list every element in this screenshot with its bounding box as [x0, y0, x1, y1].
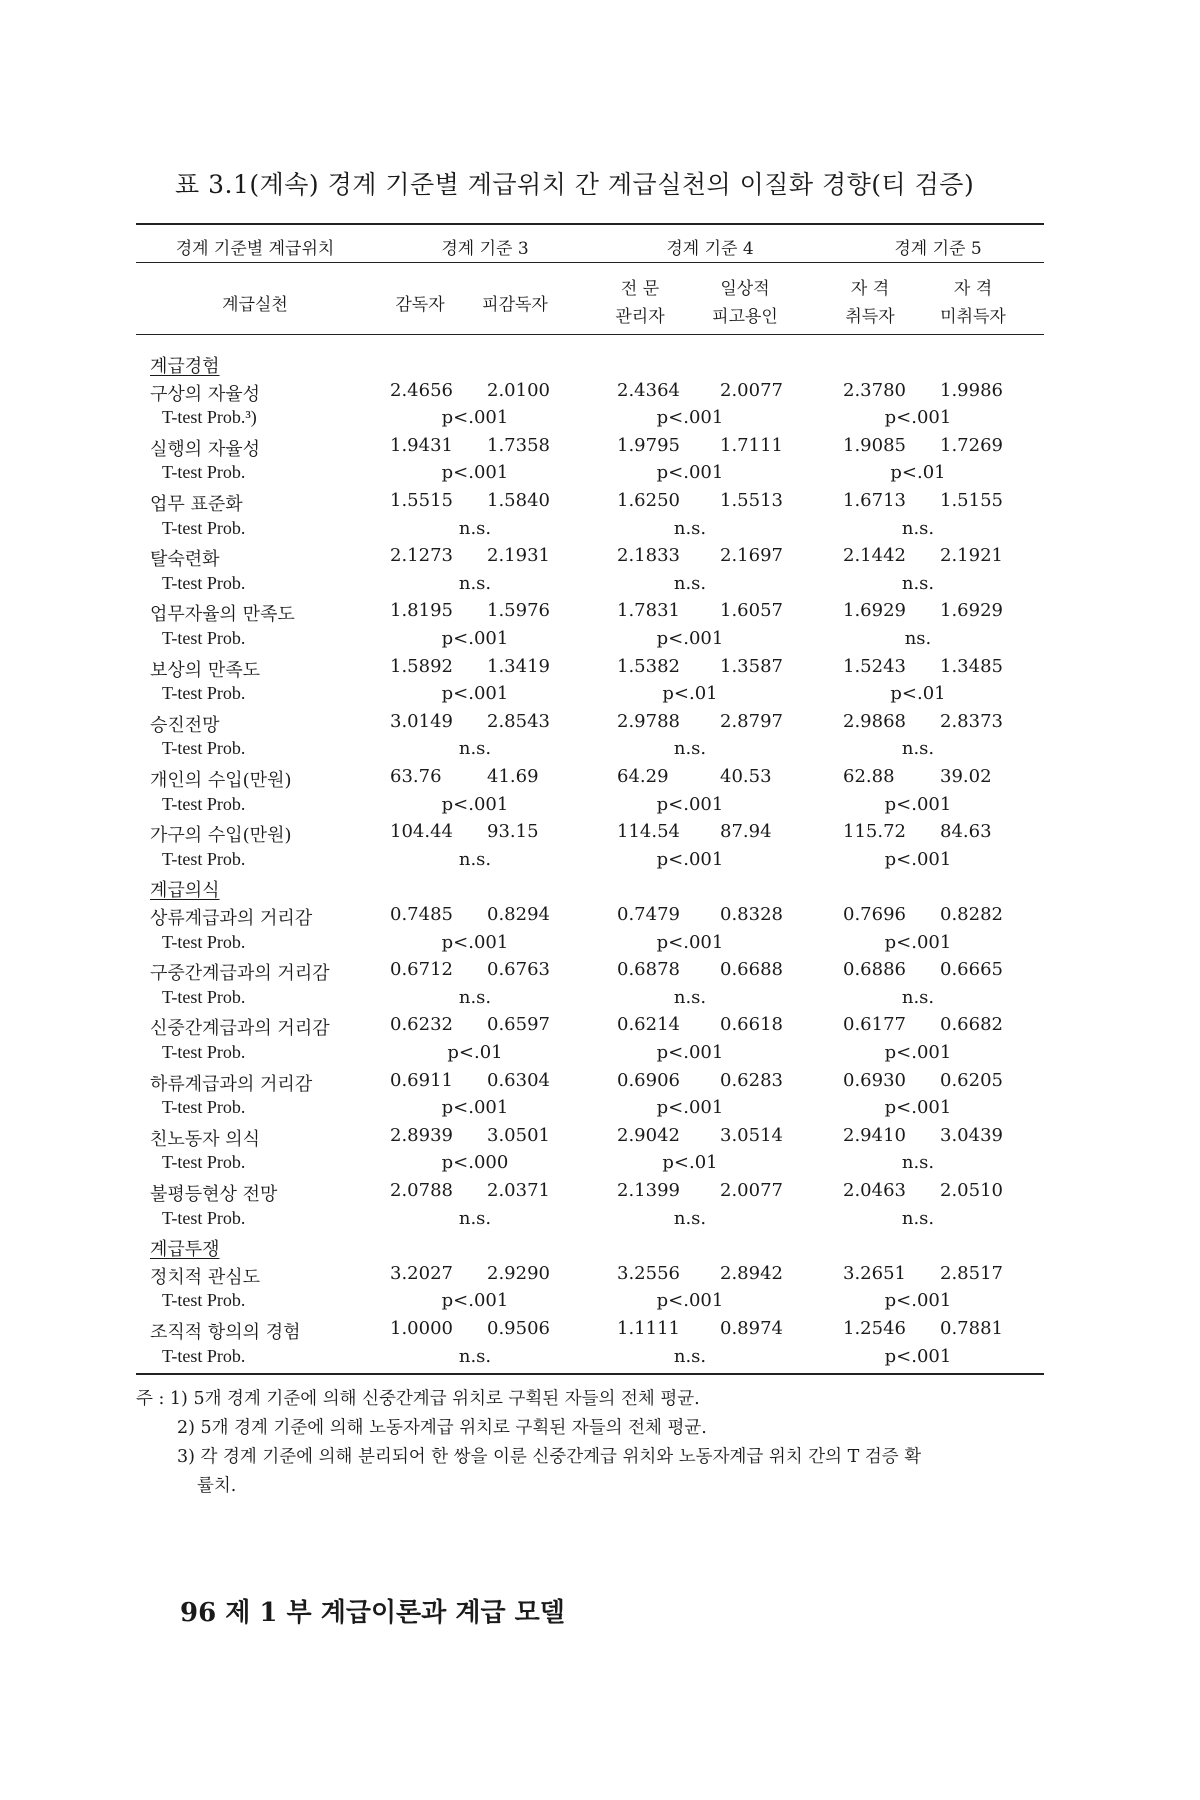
mean-value-cell: 2.0371 — [487, 1180, 550, 1201]
mean-value-cell: 2.1442 — [843, 545, 906, 567]
mean-value-cell: 2.8543 — [487, 710, 550, 732]
section-heading — [0, 352, 1200, 379]
mean-value-cell: 93.15 — [487, 821, 539, 843]
p-value-cell: n.s. — [458, 848, 492, 870]
mean-value-cell: 0.8294 — [487, 904, 550, 925]
row-label: T-test Prob. — [162, 1152, 246, 1173]
header-uncertified-bottom: 미취득자 — [940, 307, 1006, 327]
mean-value-cell: 0.6283 — [720, 1069, 783, 1091]
table-bottom-rule — [136, 1373, 1044, 1375]
ttest-row — [0, 462, 1200, 489]
mean-value-cell: 0.6232 — [390, 1014, 453, 1036]
ttest-row — [0, 628, 1200, 655]
mean-value-cell: 0.6214 — [617, 1014, 680, 1036]
mean-value-cell: 64.29 — [617, 766, 669, 787]
table-row — [0, 380, 1200, 407]
p-value-cell: p<.01 — [447, 1042, 503, 1063]
mean-value-cell: 3.0439 — [940, 1124, 1003, 1146]
ttest-row — [0, 1152, 1200, 1179]
row-label: 신중간계급과의 거리감 — [150, 1018, 330, 1040]
table-row — [0, 656, 1200, 683]
p-value-cell: p<.001 — [656, 1097, 724, 1119]
row-label: T-test Prob. — [162, 986, 246, 1007]
header-supervisor: 감독자 — [395, 295, 445, 315]
mean-value-cell: 1.7358 — [487, 434, 550, 456]
mean-value-cell: 2.1273 — [390, 545, 453, 567]
mean-value-cell: 0.7485 — [390, 904, 453, 925]
mean-value-cell: 1.3419 — [487, 655, 550, 677]
mean-value-cell: 2.0463 — [843, 1180, 906, 1201]
mean-value-cell: 2.3780 — [843, 379, 906, 401]
row-label: 상류계급과의 거리감 — [150, 908, 313, 929]
row-label: 구중간계급과의 거리감 — [150, 963, 330, 985]
mean-value-cell: 0.7881 — [940, 1318, 1003, 1339]
p-value-cell: n.s. — [901, 572, 935, 594]
mean-value-cell: 2.9410 — [843, 1124, 906, 1146]
header-bottom-rule — [136, 334, 1044, 335]
p-value-cell: p<.01 — [890, 683, 946, 705]
ttest-row — [0, 1290, 1200, 1317]
mean-value-cell: 1.5513 — [720, 490, 783, 511]
ttest-row — [0, 1346, 1200, 1373]
mean-value-cell: 1.7831 — [617, 600, 680, 622]
mean-value-cell: 1.1111 — [617, 1318, 680, 1339]
mean-value-cell: 2.8797 — [720, 710, 783, 732]
ttest-row — [0, 1208, 1200, 1235]
ttest-row — [0, 683, 1200, 710]
mean-value-cell: 1.5892 — [390, 655, 453, 677]
page-footer: 96 제 1 부 계급이론과 계급 모델 — [180, 1598, 565, 1628]
row-label: 업무자율의 만족도 — [150, 604, 295, 626]
p-value-cell: p<.001 — [656, 1290, 724, 1312]
mean-value-cell: 1.9795 — [617, 434, 680, 456]
mean-value-cell: 2.9042 — [617, 1124, 680, 1146]
p-value-cell: n.s. — [901, 1207, 935, 1229]
mean-value-cell: 0.6886 — [843, 959, 906, 981]
header-boundary-position: 경계 기준별 계급위치 — [175, 239, 335, 259]
mean-value-cell: 2.0510 — [940, 1180, 1003, 1201]
mean-value-cell: 1.5243 — [843, 655, 906, 677]
p-value-cell: n.s. — [673, 572, 707, 594]
mean-value-cell: 3.0149 — [390, 710, 453, 732]
p-value-cell: p<.001 — [441, 683, 509, 705]
header-class-practice: 계급실천 — [222, 295, 288, 315]
mean-value-cell: 0.6763 — [487, 959, 550, 981]
mean-value-cell: 0.6205 — [940, 1069, 1003, 1091]
mean-value-cell: 3.0514 — [720, 1124, 783, 1146]
row-label: 구상의 자율성 — [150, 383, 261, 405]
p-value-cell: p<.001 — [884, 1345, 952, 1367]
mean-value-cell: 0.7696 — [843, 904, 906, 925]
p-value-cell: p<.001 — [884, 793, 952, 815]
mean-value-cell: 63.76 — [390, 766, 442, 787]
p-value-cell: p<.001 — [884, 1042, 952, 1063]
header-non-supervisor: 피감독자 — [482, 295, 548, 315]
mean-value-cell: 2.1931 — [487, 545, 550, 567]
row-label: T-test Prob. — [162, 793, 246, 814]
footnote-2: 2) 5개 경계 기준에 의해 노동자계급 위치로 구획된 자들의 전체 평균. — [177, 1418, 707, 1438]
p-value-cell: p<.001 — [441, 628, 509, 649]
mean-value-cell: 0.6618 — [720, 1014, 783, 1036]
header-routine-top: 일상적 — [720, 279, 770, 299]
table-row — [0, 711, 1200, 738]
mean-value-cell: 0.6682 — [940, 1014, 1003, 1036]
mean-value-cell: 1.6250 — [617, 490, 680, 511]
mean-value-cell: 1.3587 — [720, 655, 783, 677]
row-label: 가구의 수입(만원) — [150, 825, 292, 847]
row-label: 보상의 만족도 — [150, 659, 261, 681]
row-label: 하류계급과의 거리감 — [150, 1073, 313, 1095]
p-value-cell: p<.001 — [884, 1097, 952, 1119]
row-label: T-test Prob. — [162, 572, 246, 593]
mean-value-cell: 2.4364 — [617, 379, 680, 401]
footnote-3: 3) 각 경계 기준에 의해 분리되어 한 쌍을 이룬 신중간계급 위치와 노동자계급 위치 간의 T 검증 확 — [177, 1447, 922, 1467]
header-professional-bottom: 관리자 — [615, 307, 665, 327]
p-value-cell: n.s. — [458, 517, 492, 539]
mean-value-cell: 0.6911 — [390, 1069, 453, 1091]
table-row — [0, 1014, 1200, 1041]
p-value-cell: p<.001 — [656, 462, 724, 484]
p-value-cell: n.s. — [458, 1345, 492, 1367]
section-heading — [0, 1235, 1200, 1262]
p-value-cell: n.s. — [901, 738, 935, 760]
ttest-row — [0, 573, 1200, 600]
mean-value-cell: 0.8974 — [720, 1318, 783, 1339]
mean-value-cell: 39.02 — [940, 766, 992, 787]
header-certified-top: 자 격 — [850, 279, 890, 299]
p-value-cell: p<.000 — [441, 1152, 509, 1174]
section-label: 계급투쟁 — [150, 1239, 220, 1261]
row-label: 불평등현상 전망 — [150, 1184, 278, 1205]
row-label: T-test Prob. — [162, 1207, 246, 1228]
mean-value-cell: 2.1697 — [720, 545, 783, 567]
mean-value-cell: 84.63 — [940, 821, 992, 843]
mean-value-cell: 2.1921 — [940, 545, 1003, 567]
table-row — [0, 1180, 1200, 1207]
mean-value-cell: 87.94 — [720, 821, 772, 843]
p-value-cell: n.s. — [901, 517, 935, 539]
header-uncertified-top: 자 격 — [953, 279, 993, 299]
mean-value-cell: 1.6057 — [720, 600, 783, 622]
table-top-rule — [136, 223, 1044, 225]
row-label: T-test Prob. — [162, 1097, 246, 1118]
mean-value-cell: 1.5515 — [390, 490, 453, 511]
mean-value-cell: 1.7269 — [940, 434, 1003, 456]
mean-value-cell: 0.9506 — [487, 1318, 550, 1339]
ttest-row — [0, 932, 1200, 959]
mean-value-cell: 104.44 — [390, 821, 453, 843]
ttest-row — [0, 1097, 1200, 1124]
mean-value-cell: 2.4656 — [390, 379, 453, 401]
mean-value-cell: 114.54 — [617, 821, 680, 843]
row-label: T-test Prob. — [162, 931, 246, 952]
table-row — [0, 959, 1200, 986]
row-label: 실행의 자율성 — [150, 438, 261, 460]
p-value-cell: n.s. — [673, 1207, 707, 1229]
header-boundary-4: 경계 기준 4 — [666, 239, 754, 259]
row-label: T-test Prob. — [162, 1345, 246, 1366]
p-value-cell: p<.001 — [656, 848, 724, 870]
mean-value-cell: 0.8282 — [940, 904, 1003, 925]
table-row — [0, 821, 1200, 848]
footnotes — [136, 1385, 1056, 1501]
p-value-cell: n.s. — [458, 572, 492, 594]
row-label: T-test Prob. — [162, 738, 246, 759]
mean-value-cell: 0.6597 — [487, 1014, 550, 1036]
row-label: T-test Prob.³) — [162, 407, 257, 428]
header-mid-rule — [136, 262, 1044, 263]
section-label: 계급경험 — [150, 356, 220, 377]
mean-value-cell: 0.6906 — [617, 1069, 680, 1091]
mean-value-cell: 41.69 — [487, 766, 539, 787]
header-routine-bottom: 피고용인 — [712, 307, 778, 327]
mean-value-cell: 0.8328 — [720, 904, 783, 925]
mean-value-cell: 2.0788 — [390, 1180, 453, 1201]
p-value-cell: n.s. — [673, 738, 707, 760]
p-value-cell: p<.01 — [662, 1152, 718, 1174]
table-row — [0, 904, 1200, 931]
table-row — [0, 1318, 1200, 1345]
ttest-row — [0, 849, 1200, 876]
mean-value-cell: 2.0077 — [720, 1180, 783, 1201]
mean-value-cell: 3.0501 — [487, 1124, 550, 1146]
mean-value-cell: 1.9431 — [390, 434, 453, 456]
p-value-cell: n.s. — [458, 738, 492, 760]
table-row — [0, 490, 1200, 517]
mean-value-cell: 0.6688 — [720, 959, 783, 981]
mean-value-cell: 0.6304 — [487, 1069, 550, 1091]
mean-value-cell: 115.72 — [843, 821, 906, 843]
p-value-cell: n.s. — [901, 986, 935, 1008]
p-value-cell: p<.001 — [441, 407, 509, 429]
mean-value-cell: 40.53 — [720, 766, 772, 787]
mean-value-cell: 0.6930 — [843, 1069, 906, 1091]
p-value-cell: p<.01 — [662, 683, 718, 705]
footnote-1: 주 : 1) 5개 경계 기준에 의해 신중간계급 위치로 구획된 자들의 전체 평균. — [136, 1389, 700, 1409]
row-label: 친노동자 의식 — [150, 1128, 261, 1150]
section-label: 계급의식 — [150, 880, 220, 902]
p-value-cell: p<.01 — [890, 462, 946, 484]
table-row — [0, 1263, 1200, 1290]
mean-value-cell: 1.0000 — [390, 1318, 453, 1339]
row-label: T-test Prob. — [162, 1042, 246, 1062]
row-label: T-test Prob. — [162, 628, 246, 648]
mean-value-cell: 0.6878 — [617, 959, 680, 981]
row-label: T-test Prob. — [162, 848, 246, 869]
mean-value-cell: 2.9290 — [487, 1262, 550, 1284]
mean-value-cell: 62.88 — [843, 766, 895, 787]
p-value-cell: p<.001 — [441, 462, 509, 484]
row-label: T-test Prob. — [162, 517, 246, 538]
p-value-cell: p<.001 — [656, 628, 724, 649]
table-row — [0, 766, 1200, 793]
mean-value-cell: 1.5155 — [940, 490, 1003, 511]
p-value-cell: n.s. — [458, 986, 492, 1008]
row-label: 조직적 항의의 경험 — [150, 1322, 301, 1343]
p-value-cell: n.s. — [901, 1152, 935, 1174]
p-value-cell: p<.001 — [884, 931, 952, 953]
section-heading — [0, 876, 1200, 903]
p-value-cell: p<.001 — [441, 793, 509, 815]
row-label: T-test Prob. — [162, 1290, 246, 1311]
mean-value-cell: 2.8373 — [940, 710, 1003, 732]
mean-value-cell: 1.8195 — [390, 600, 453, 622]
header-certified-bottom: 취득자 — [845, 307, 895, 327]
p-value-cell: ns. — [904, 628, 932, 649]
table-row — [0, 1125, 1200, 1152]
ttest-row — [0, 407, 1200, 434]
p-value-cell: p<.001 — [441, 1097, 509, 1119]
mean-value-cell: 2.8939 — [390, 1124, 453, 1146]
mean-value-cell: 1.6929 — [940, 600, 1003, 622]
ttest-row — [0, 794, 1200, 821]
mean-value-cell: 2.9788 — [617, 710, 680, 732]
mean-value-cell: 0.6712 — [390, 959, 453, 981]
p-value-cell: p<.001 — [441, 1290, 509, 1312]
mean-value-cell: 0.7479 — [617, 904, 680, 925]
p-value-cell: p<.001 — [656, 793, 724, 815]
footnote-3-cont: 률치. — [197, 1476, 237, 1496]
header-professional-top: 전 문 — [620, 279, 660, 299]
mean-value-cell: 2.1833 — [617, 545, 680, 567]
row-label: 정치적 관심도 — [150, 1266, 261, 1288]
table-title: 표 3.1(계속) 경계 기준별 계급위치 간 계급실천의 이질화 경향(티 검증) — [175, 170, 975, 199]
p-value-cell: p<.001 — [656, 931, 724, 953]
mean-value-cell: 2.8942 — [720, 1262, 783, 1284]
p-value-cell: n.s. — [673, 1345, 707, 1367]
ttest-row — [0, 987, 1200, 1014]
mean-value-cell: 1.3485 — [940, 655, 1003, 677]
ttest-row — [0, 1042, 1200, 1069]
p-value-cell: p<.001 — [884, 1290, 952, 1312]
row-label: T-test Prob. — [162, 683, 246, 704]
p-value-cell: p<.001 — [884, 848, 952, 870]
p-value-cell: p<.001 — [656, 1042, 724, 1063]
table-row — [0, 545, 1200, 572]
mean-value-cell: 1.5976 — [487, 600, 550, 622]
mean-value-cell: 2.0100 — [487, 379, 550, 401]
mean-value-cell: 0.6665 — [940, 959, 1003, 981]
mean-value-cell: 1.9986 — [940, 379, 1003, 401]
row-label: 개인의 수입(만원) — [150, 770, 292, 791]
p-value-cell: n.s. — [458, 1207, 492, 1229]
row-label: T-test Prob. — [162, 462, 246, 483]
mean-value-cell: 1.7111 — [720, 434, 783, 456]
mean-value-cell: 1.5382 — [617, 655, 680, 677]
table-row — [0, 600, 1200, 627]
header-boundary-5: 경계 기준 5 — [894, 239, 982, 259]
p-value-cell: n.s. — [673, 986, 707, 1008]
row-label: 업무 표준화 — [150, 494, 243, 515]
mean-value-cell: 3.2651 — [843, 1262, 906, 1284]
row-label: 승진전망 — [150, 714, 220, 736]
p-value-cell: p<.001 — [656, 407, 724, 429]
mean-value-cell: 3.2027 — [390, 1262, 453, 1284]
ttest-row — [0, 518, 1200, 545]
p-value-cell: p<.001 — [441, 931, 509, 953]
ttest-row — [0, 738, 1200, 765]
row-label: 탈숙련화 — [150, 549, 220, 571]
mean-value-cell: 2.1399 — [617, 1180, 680, 1201]
mean-value-cell: 2.0077 — [720, 379, 783, 401]
p-value-cell: p<.001 — [884, 407, 952, 429]
mean-value-cell: 3.2556 — [617, 1262, 680, 1284]
mean-value-cell: 1.6713 — [843, 490, 906, 511]
mean-value-cell: 2.8517 — [940, 1262, 1003, 1284]
table-row — [0, 435, 1200, 462]
header-boundary-3: 경계 기준 3 — [441, 239, 529, 259]
p-value-cell: n.s. — [673, 517, 707, 539]
mean-value-cell: 1.5840 — [487, 490, 550, 511]
mean-value-cell: 1.2546 — [843, 1318, 906, 1339]
table-row — [0, 1070, 1200, 1097]
mean-value-cell: 1.9085 — [843, 434, 906, 456]
mean-value-cell: 2.9868 — [843, 710, 906, 732]
mean-value-cell: 0.6177 — [843, 1014, 906, 1036]
mean-value-cell: 1.6929 — [843, 600, 906, 622]
